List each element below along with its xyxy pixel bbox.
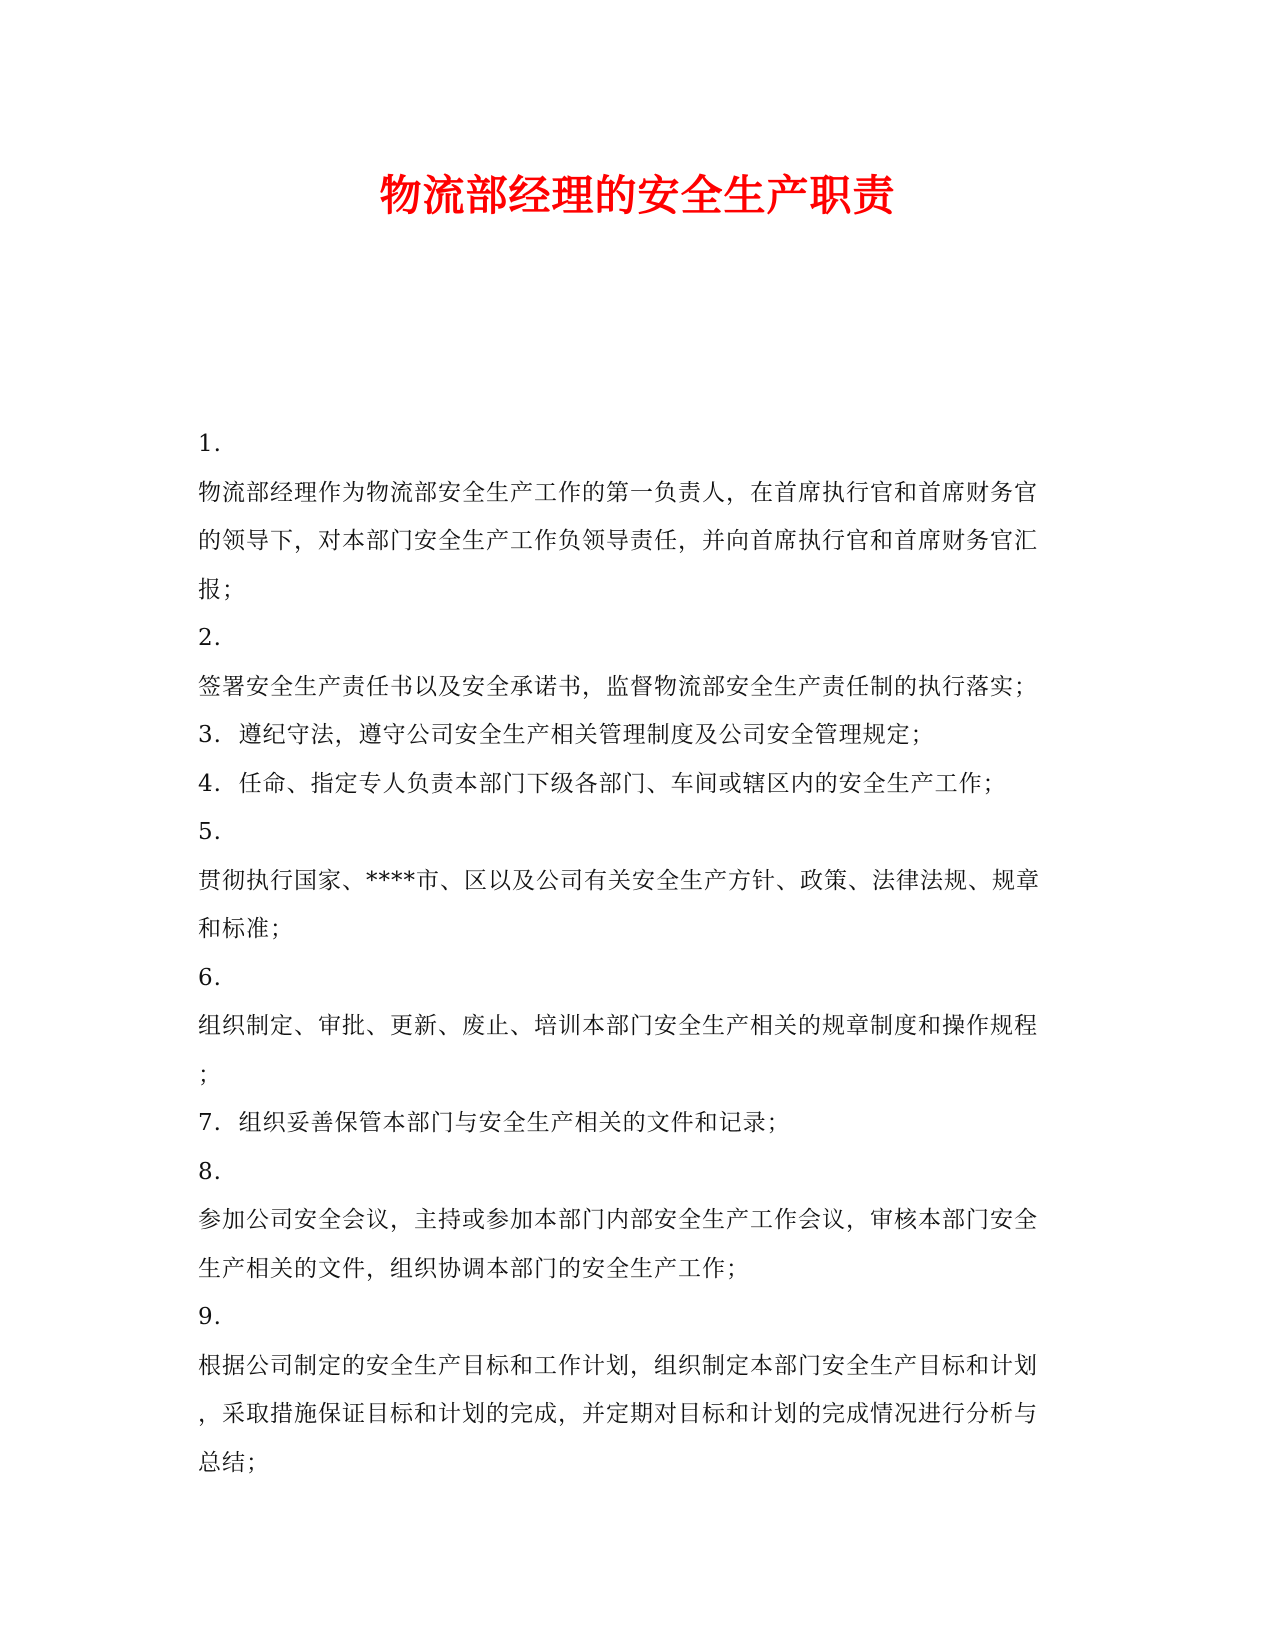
text-line: ，采取措施保证目标和计划的完成，并定期对目标和计划的完成情况进行分析与 bbox=[198, 1401, 1038, 1427]
text-line: 参加公司安全会议，主持或参加本部门内部安全生产工作会议，审核本部门安全 bbox=[198, 1207, 1038, 1233]
document-body bbox=[198, 420, 1078, 1487]
text-line: 9. bbox=[198, 1304, 222, 1330]
text-line: 的领导下，对本部门安全生产工作负领导责任，并向首席执行官和首席财务官汇 bbox=[198, 528, 1038, 554]
text-line: 签署安全生产责任书以及安全承诺书，监督物流部安全生产责任制的执行落实； bbox=[198, 673, 1038, 700]
text-line: ； bbox=[198, 1061, 222, 1088]
text-line: 贯彻执行国家、****市、区以及公司有关安全生产方针、政策、法律法规、规章 bbox=[198, 867, 1040, 894]
text-line: 8. bbox=[198, 1158, 222, 1185]
text-line: 总结； bbox=[198, 1449, 270, 1476]
text-line: 3. 遵纪守法，遵守公司安全生产相关管理制度及公司安全管理规定； bbox=[198, 722, 935, 748]
text-line: 和标准； bbox=[198, 916, 294, 942]
text-line: 4. 任命、指定专人负责本部门下级各部门、车间或辖区内的安全生产工作； bbox=[198, 770, 1007, 797]
text-line: 5. bbox=[198, 819, 222, 845]
text-line: 2. bbox=[198, 625, 222, 651]
document-title: 物流部经理的安全生产职责 bbox=[379, 171, 896, 220]
text-line: 根据公司制定的安全生产目标和工作计划，组织制定本部门安全生产目标和计划 bbox=[198, 1352, 1038, 1379]
text-line: 7. 组织妥善保管本部门与安全生产相关的文件和记录； bbox=[198, 1110, 791, 1136]
text-line: 报； bbox=[198, 576, 246, 603]
text-line: 1. bbox=[198, 431, 222, 457]
text-line: 6. bbox=[198, 964, 222, 991]
text-line: 生产相关的文件，组织协调本部门的安全生产工作； bbox=[198, 1255, 750, 1282]
text-line: 物流部经理作为物流部安全生产工作的第一负责人，在首席执行官和首席财务官 bbox=[198, 479, 1038, 506]
text-line: 组织制定、审批、更新、废止、培训本部门安全生产相关的规章制度和操作规程 bbox=[198, 1013, 1038, 1039]
